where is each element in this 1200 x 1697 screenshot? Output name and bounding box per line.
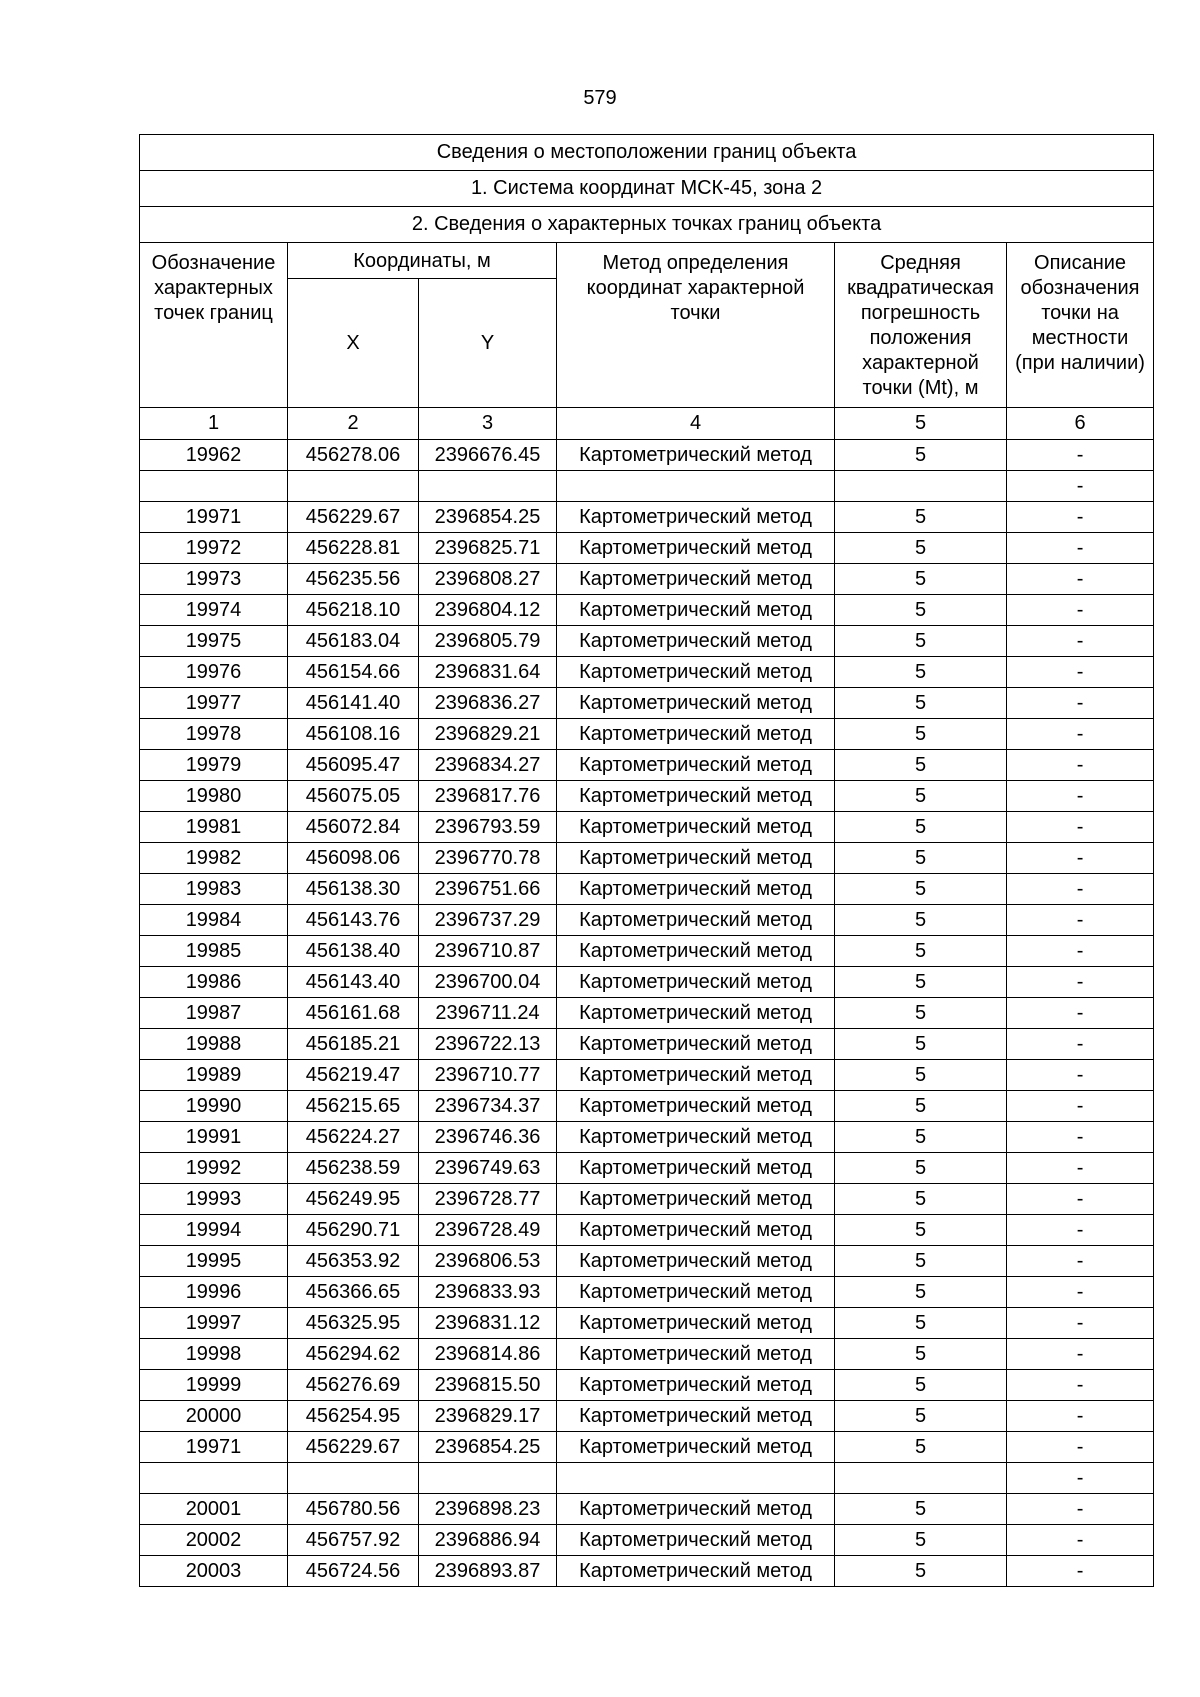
description: - — [1007, 905, 1154, 936]
point-designation: 19971 — [140, 1432, 288, 1463]
column-number-row — [140, 408, 1154, 440]
mean-error: 5 — [835, 1494, 1007, 1525]
description: - — [1007, 1122, 1154, 1153]
description: - — [1007, 1556, 1154, 1587]
description: - — [1007, 626, 1154, 657]
description: - — [1007, 998, 1154, 1029]
point-designation: 19962 — [140, 440, 288, 471]
method: Картометрический метод — [557, 1277, 835, 1308]
point-designation: 19980 — [140, 781, 288, 812]
mean-error: 5 — [835, 502, 1007, 533]
coord-y: 2396831.12 — [419, 1308, 557, 1339]
coord-x: 456780.56 — [288, 1494, 419, 1525]
mean-error: 5 — [835, 1060, 1007, 1091]
coord-y: 2396728.77 — [419, 1184, 557, 1215]
mean-error — [835, 471, 1007, 502]
description: - — [1007, 750, 1154, 781]
description: - — [1007, 874, 1154, 905]
header-method: Метод определения координат характерной точки — [557, 243, 835, 408]
coord-y: 2396831.64 — [419, 657, 557, 688]
coord-x: 456072.84 — [288, 812, 419, 843]
point-designation: 19975 — [140, 626, 288, 657]
point-designation: 19979 — [140, 750, 288, 781]
method: Картометрический метод — [557, 440, 835, 471]
coord-y: 2396808.27 — [419, 564, 557, 595]
method: Картометрический метод — [557, 1494, 835, 1525]
coord-x: 456098.06 — [288, 843, 419, 874]
description: - — [1007, 812, 1154, 843]
method: Картометрический метод — [557, 750, 835, 781]
coord-x: 456215.65 — [288, 1091, 419, 1122]
table-row — [140, 781, 1154, 812]
coord-y: 2396805.79 — [419, 626, 557, 657]
method: Картометрический метод — [557, 1370, 835, 1401]
method — [557, 1463, 835, 1494]
coord-y: 2396793.59 — [419, 812, 557, 843]
mean-error: 5 — [835, 874, 1007, 905]
point-designation — [140, 1463, 288, 1494]
coord-y: 2396854.25 — [419, 1432, 557, 1463]
header-coordinates: Координаты, м — [288, 243, 557, 279]
coord-y: 2396710.87 — [419, 936, 557, 967]
point-designation: 19982 — [140, 843, 288, 874]
mean-error: 5 — [835, 936, 1007, 967]
description: - — [1007, 1060, 1154, 1091]
coord-x: 456276.69 — [288, 1370, 419, 1401]
coord-x: 456219.47 — [288, 1060, 419, 1091]
coord-x: 456154.66 — [288, 657, 419, 688]
coord-x: 456229.67 — [288, 1432, 419, 1463]
table-row — [140, 812, 1154, 843]
point-designation: 19987 — [140, 998, 288, 1029]
point-designation: 19976 — [140, 657, 288, 688]
coord-y: 2396817.76 — [419, 781, 557, 812]
method: Картометрический метод — [557, 1029, 835, 1060]
coordinate-system-heading: 1. Система координат МСК-45, зона 2 — [140, 171, 1154, 207]
mean-error: 5 — [835, 688, 1007, 719]
coord-x: 456366.65 — [288, 1277, 419, 1308]
table-row — [140, 1060, 1154, 1091]
point-designation: 19995 — [140, 1246, 288, 1277]
table-row — [140, 626, 1154, 657]
point-designation: 19989 — [140, 1060, 288, 1091]
table-row — [140, 657, 1154, 688]
description: - — [1007, 1370, 1154, 1401]
point-designation: 19992 — [140, 1153, 288, 1184]
point-designation: 19973 — [140, 564, 288, 595]
description: - — [1007, 1277, 1154, 1308]
table-row — [140, 1277, 1154, 1308]
coord-y: 2396728.49 — [419, 1215, 557, 1246]
description: - — [1007, 1153, 1154, 1184]
mean-error: 5 — [835, 440, 1007, 471]
method: Картометрический метод — [557, 1184, 835, 1215]
coord-x — [288, 1463, 419, 1494]
coord-x: 456235.56 — [288, 564, 419, 595]
table-row — [140, 471, 1154, 502]
method: Картометрический метод — [557, 719, 835, 750]
point-designation: 19998 — [140, 1339, 288, 1370]
mean-error: 5 — [835, 1277, 1007, 1308]
mean-error: 5 — [835, 657, 1007, 688]
coord-x: 456757.92 — [288, 1525, 419, 1556]
coord-y: 2396711.24 — [419, 998, 557, 1029]
coord-y: 2396806.53 — [419, 1246, 557, 1277]
mean-error: 5 — [835, 905, 1007, 936]
coord-y: 2396825.71 — [419, 533, 557, 564]
method — [557, 471, 835, 502]
description: - — [1007, 936, 1154, 967]
mean-error: 5 — [835, 1184, 1007, 1215]
description: - — [1007, 1246, 1154, 1277]
point-designation: 20003 — [140, 1556, 288, 1587]
coord-x: 456254.95 — [288, 1401, 419, 1432]
coord-y: 2396722.13 — [419, 1029, 557, 1060]
mean-error: 5 — [835, 843, 1007, 874]
point-designation: 20001 — [140, 1494, 288, 1525]
method: Картометрический метод — [557, 843, 835, 874]
description: - — [1007, 657, 1154, 688]
method: Картометрический метод — [557, 564, 835, 595]
mean-error: 5 — [835, 1556, 1007, 1587]
description: - — [1007, 1432, 1154, 1463]
table-row — [140, 719, 1154, 750]
coord-y: 2396893.87 — [419, 1556, 557, 1587]
description: - — [1007, 1091, 1154, 1122]
method: Картометрический метод — [557, 533, 835, 564]
coord-x: 456143.40 — [288, 967, 419, 998]
point-designation: 20000 — [140, 1401, 288, 1432]
point-designation: 19994 — [140, 1215, 288, 1246]
coord-y — [419, 471, 557, 502]
point-designation: 19983 — [140, 874, 288, 905]
point-designation: 19996 — [140, 1277, 288, 1308]
table-row — [140, 595, 1154, 626]
column-number: 1 — [140, 408, 288, 440]
description: - — [1007, 1339, 1154, 1370]
mean-error: 5 — [835, 812, 1007, 843]
coord-x: 456138.40 — [288, 936, 419, 967]
description: - — [1007, 781, 1154, 812]
table-row — [140, 1215, 1154, 1246]
coord-x: 456294.62 — [288, 1339, 419, 1370]
coord-y: 2396749.63 — [419, 1153, 557, 1184]
table-row — [140, 1494, 1154, 1525]
coord-y: 2396829.17 — [419, 1401, 557, 1432]
coord-y: 2396770.78 — [419, 843, 557, 874]
point-designation — [140, 471, 288, 502]
coord-y: 2396814.86 — [419, 1339, 557, 1370]
coord-x: 456095.47 — [288, 750, 419, 781]
coord-y: 2396834.27 — [419, 750, 557, 781]
mean-error: 5 — [835, 1091, 1007, 1122]
method: Картометрический метод — [557, 1308, 835, 1339]
coord-x: 456325.95 — [288, 1308, 419, 1339]
table-row — [140, 564, 1154, 595]
point-designation: 19978 — [140, 719, 288, 750]
coord-x — [288, 471, 419, 502]
method: Картометрический метод — [557, 657, 835, 688]
method: Картометрический метод — [557, 905, 835, 936]
table-title: Сведения о местоположении границ объекта — [140, 135, 1154, 171]
description: - — [1007, 1494, 1154, 1525]
mean-error: 5 — [835, 1029, 1007, 1060]
description: - — [1007, 1463, 1154, 1494]
coord-x: 456183.04 — [288, 626, 419, 657]
method: Картометрический метод — [557, 1091, 835, 1122]
mean-error: 5 — [835, 719, 1007, 750]
point-designation: 19972 — [140, 533, 288, 564]
header-x: X — [288, 279, 419, 408]
method: Картометрический метод — [557, 626, 835, 657]
coord-y: 2396700.04 — [419, 967, 557, 998]
mean-error: 5 — [835, 1525, 1007, 1556]
coord-y: 2396746.36 — [419, 1122, 557, 1153]
point-designation: 19997 — [140, 1308, 288, 1339]
point-designation: 19981 — [140, 812, 288, 843]
method: Картометрический метод — [557, 1060, 835, 1091]
point-designation: 19977 — [140, 688, 288, 719]
coord-x: 456224.27 — [288, 1122, 419, 1153]
header-error: Средняя квадратическая погрешность положения характерной точки (Mt), м — [835, 243, 1007, 408]
method: Картометрический метод — [557, 1122, 835, 1153]
coord-y: 2396710.77 — [419, 1060, 557, 1091]
table-row — [140, 1308, 1154, 1339]
point-designation: 19988 — [140, 1029, 288, 1060]
method: Картометрический метод — [557, 998, 835, 1029]
description: - — [1007, 1401, 1154, 1432]
mean-error: 5 — [835, 1246, 1007, 1277]
coord-y: 2396829.21 — [419, 719, 557, 750]
description: - — [1007, 1525, 1154, 1556]
column-number: 2 — [288, 408, 419, 440]
table-row — [140, 533, 1154, 564]
coord-y: 2396737.29 — [419, 905, 557, 936]
table-row — [140, 1122, 1154, 1153]
mean-error: 5 — [835, 998, 1007, 1029]
method: Картометрический метод — [557, 1432, 835, 1463]
column-number: 4 — [557, 408, 835, 440]
table-row — [140, 1463, 1154, 1494]
mean-error: 5 — [835, 967, 1007, 998]
header-designation: Обозначение характерных точек границ — [140, 243, 288, 408]
coord-x: 456278.06 — [288, 440, 419, 471]
mean-error: 5 — [835, 1432, 1007, 1463]
method: Картометрический метод — [557, 874, 835, 905]
point-designation: 19991 — [140, 1122, 288, 1153]
method: Картометрический метод — [557, 1556, 835, 1587]
description: - — [1007, 1308, 1154, 1339]
table-row — [140, 967, 1154, 998]
description: - — [1007, 502, 1154, 533]
table-row — [140, 1556, 1154, 1587]
table-row — [140, 440, 1154, 471]
table-row — [140, 1401, 1154, 1432]
mean-error: 5 — [835, 781, 1007, 812]
table-row — [140, 998, 1154, 1029]
coord-y: 2396676.45 — [419, 440, 557, 471]
coord-y: 2396751.66 — [419, 874, 557, 905]
mean-error: 5 — [835, 1122, 1007, 1153]
table-row — [140, 688, 1154, 719]
description: - — [1007, 533, 1154, 564]
coord-y: 2396854.25 — [419, 502, 557, 533]
table-row — [140, 750, 1154, 781]
column-number: 6 — [1007, 408, 1154, 440]
description: - — [1007, 471, 1154, 502]
coord-x: 456249.95 — [288, 1184, 419, 1215]
description: - — [1007, 595, 1154, 626]
mean-error: 5 — [835, 564, 1007, 595]
coord-x: 456141.40 — [288, 688, 419, 719]
coord-x: 456138.30 — [288, 874, 419, 905]
description: - — [1007, 688, 1154, 719]
column-number: 3 — [419, 408, 557, 440]
method: Картометрический метод — [557, 1525, 835, 1556]
mean-error — [835, 1463, 1007, 1494]
coord-y: 2396898.23 — [419, 1494, 557, 1525]
table-row — [140, 1432, 1154, 1463]
method: Картометрический метод — [557, 1246, 835, 1277]
table-row — [140, 1184, 1154, 1215]
method: Картометрический метод — [557, 967, 835, 998]
method: Картометрический метод — [557, 1215, 835, 1246]
coord-x: 456724.56 — [288, 1556, 419, 1587]
point-designation: 19990 — [140, 1091, 288, 1122]
coord-y: 2396804.12 — [419, 595, 557, 626]
coord-y: 2396815.50 — [419, 1370, 557, 1401]
point-designation: 19971 — [140, 502, 288, 533]
mean-error: 5 — [835, 750, 1007, 781]
description: - — [1007, 1184, 1154, 1215]
table-row — [140, 936, 1154, 967]
description: - — [1007, 1215, 1154, 1246]
table-row — [140, 843, 1154, 874]
coord-y: 2396886.94 — [419, 1525, 557, 1556]
point-designation: 19999 — [140, 1370, 288, 1401]
coord-y: 2396836.27 — [419, 688, 557, 719]
mean-error: 5 — [835, 1370, 1007, 1401]
method: Картометрический метод — [557, 781, 835, 812]
point-designation: 19974 — [140, 595, 288, 626]
table-row — [140, 1091, 1154, 1122]
coord-x: 456218.10 — [288, 595, 419, 626]
point-designation: 19985 — [140, 936, 288, 967]
method: Картометрический метод — [557, 1339, 835, 1370]
header-description: Описание обозначения точки на местности (при наличии) — [1007, 243, 1154, 408]
coord-x: 456228.81 — [288, 533, 419, 564]
description: - — [1007, 967, 1154, 998]
boundary-points-table — [139, 134, 1154, 1587]
table-row — [140, 1370, 1154, 1401]
table-row — [140, 1339, 1154, 1370]
coord-x: 456075.05 — [288, 781, 419, 812]
point-designation: 19984 — [140, 905, 288, 936]
coord-x: 456229.67 — [288, 502, 419, 533]
mean-error: 5 — [835, 1339, 1007, 1370]
table-row — [140, 1153, 1154, 1184]
mean-error: 5 — [835, 595, 1007, 626]
method: Картометрический метод — [557, 1401, 835, 1432]
mean-error: 5 — [835, 533, 1007, 564]
column-number: 5 — [835, 408, 1007, 440]
page-number: 579 — [583, 87, 617, 109]
table-row — [140, 1525, 1154, 1556]
table-row — [140, 1029, 1154, 1060]
description: - — [1007, 1029, 1154, 1060]
point-designation: 19993 — [140, 1184, 288, 1215]
table-row — [140, 874, 1154, 905]
method: Картометрический метод — [557, 688, 835, 719]
table-row — [140, 502, 1154, 533]
coord-y — [419, 1463, 557, 1494]
mean-error: 5 — [835, 1401, 1007, 1432]
coord-x: 456143.76 — [288, 905, 419, 936]
mean-error: 5 — [835, 626, 1007, 657]
mean-error: 5 — [835, 1215, 1007, 1246]
description: - — [1007, 564, 1154, 595]
mean-error: 5 — [835, 1308, 1007, 1339]
coord-y: 2396734.37 — [419, 1091, 557, 1122]
method: Картометрический метод — [557, 936, 835, 967]
coord-x: 456353.92 — [288, 1246, 419, 1277]
table-row — [140, 1246, 1154, 1277]
coord-x: 456238.59 — [288, 1153, 419, 1184]
header-y: Y — [419, 279, 557, 408]
point-designation: 19986 — [140, 967, 288, 998]
points-section-heading: 2. Сведения о характерных точках границ объекта — [140, 207, 1154, 243]
coord-x: 456108.16 — [288, 719, 419, 750]
coord-x: 456161.68 — [288, 998, 419, 1029]
description: - — [1007, 440, 1154, 471]
mean-error: 5 — [835, 1153, 1007, 1184]
method: Картометрический метод — [557, 812, 835, 843]
description: - — [1007, 843, 1154, 874]
coord-y: 2396833.93 — [419, 1277, 557, 1308]
method: Картометрический метод — [557, 502, 835, 533]
method: Картометрический метод — [557, 1153, 835, 1184]
table-row — [140, 905, 1154, 936]
table-body — [140, 440, 1154, 1587]
point-designation: 20002 — [140, 1525, 288, 1556]
method: Картометрический метод — [557, 595, 835, 626]
coord-x: 456290.71 — [288, 1215, 419, 1246]
coord-x: 456185.21 — [288, 1029, 419, 1060]
description: - — [1007, 719, 1154, 750]
